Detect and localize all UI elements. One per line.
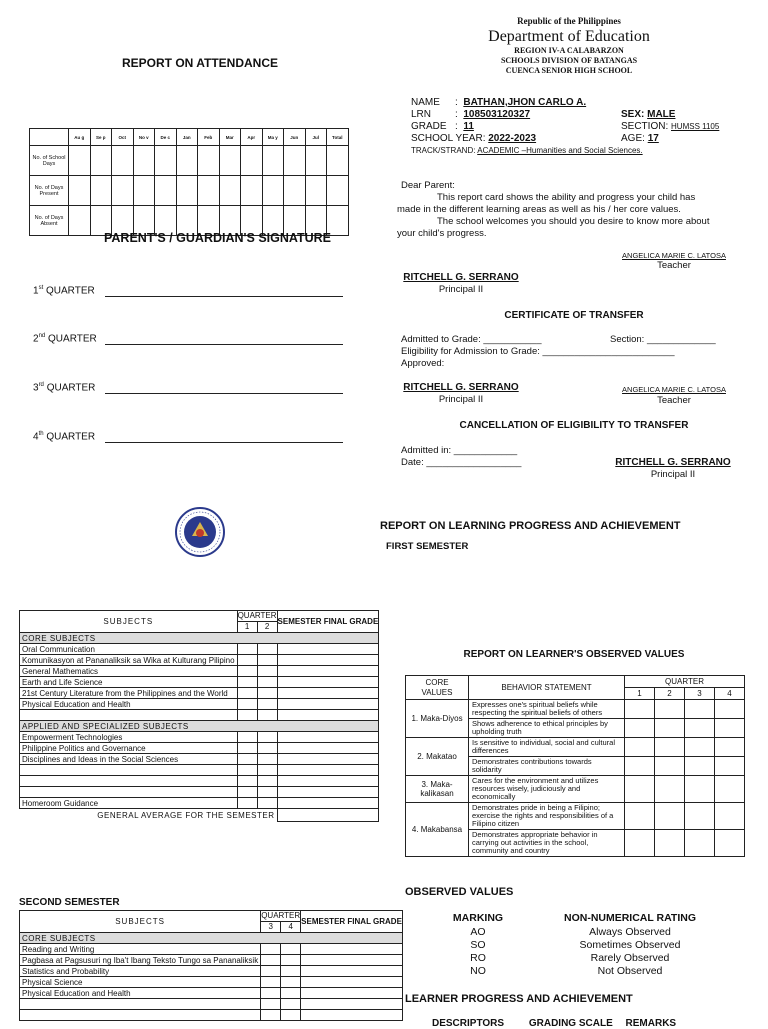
core-value-label: 4. Makabansa (406, 803, 469, 857)
teacher-signatory (600, 384, 748, 406)
general-average-label: GENERAL AVERAGE FOR THE SEMESTER (97, 810, 275, 820)
letter-line: The school welcomes you should you desire to know more about (437, 216, 710, 227)
legend-row (430, 926, 730, 939)
observed-values-title: OBSERVED VALUES (405, 886, 514, 898)
student-lrn: 108503120327 (463, 109, 531, 120)
subject-name: General Mathematics (20, 666, 238, 677)
section-core-subjects: CORE SUBJECTS (20, 633, 379, 644)
section-core-subjects: CORE SUBJECTS (20, 933, 403, 944)
table-row (20, 787, 379, 798)
behavior-statement: Is sensitive to individual, social and cultural differences (469, 738, 625, 757)
month-sep: Se p (90, 129, 112, 146)
subject-name: Physical Education and Health (20, 699, 238, 710)
quarter-num: 1 (33, 285, 39, 297)
second-semester-table (19, 910, 403, 1021)
letter-line: made in the different learning areas as well as his / her core values. (397, 204, 681, 215)
marking-header: MARKING (452, 912, 504, 924)
table-row (20, 644, 379, 655)
section-applied-subjects: APPLIED AND SPECIALIZED SUBJECTS (20, 721, 379, 732)
deped-seal-logo (170, 506, 230, 558)
learner-progress-title: LEARNER PROGRESS AND ACHIEVEMENT (405, 993, 633, 1005)
quarter-3-header: 3 (685, 688, 715, 700)
grade-label: GRADE (411, 121, 447, 132)
quarter-header: QUARTER (261, 911, 301, 920)
signature-line (105, 344, 343, 345)
table-row (20, 944, 403, 955)
marking-code: SO (470, 939, 486, 951)
table-row (20, 765, 379, 776)
quarter-4-header: 4 (281, 922, 301, 933)
legend-row (430, 939, 730, 952)
month-mar: Mar (219, 129, 241, 146)
table-row (20, 988, 403, 999)
marking-legend (430, 912, 730, 978)
behavior-statement: Demonstrates contributions towards solidarity (469, 757, 625, 776)
subjects-header: SUBJECTS (20, 611, 238, 633)
general-average-value (277, 809, 379, 822)
month-jul: Jul (305, 129, 327, 146)
letter-salutation: Dear Parent: (401, 180, 455, 191)
row-label-school-days: No. of School Days (30, 146, 69, 176)
signature-line (105, 393, 343, 394)
marking-code: RO (470, 952, 486, 964)
behavior-statement: Demonstrates appropriate behavior in carrying out activities in the school, community and country (469, 830, 625, 857)
student-sex: MALE (647, 109, 676, 120)
rating-text: Not Observed (597, 965, 663, 977)
student-info: NAME : BATHAN,JHON CARLO A. LRN : 108503120327 SEX: MALE GRADE : 11 SECTION: HUMSS 1105 SCHOOL YEAR: 2022-2023 AGE: 17 TRACK/STRAND: ACADEMIC –Humanities and Social Sciences. (411, 97, 720, 155)
eligibility-field: Eligibility for Admission to Grade: _________________________ (401, 346, 675, 357)
attendance-corner (30, 129, 69, 146)
age-label: AGE: (621, 133, 645, 144)
letter-line: your child's progress. (397, 228, 487, 239)
table-row (20, 666, 379, 677)
admitted-in-field: Admitted in: ____________ (401, 445, 518, 456)
subject-name: Reading and Writing (20, 944, 261, 955)
rating-text: Sometimes Observed (579, 939, 681, 951)
teacher-title: Teacher (657, 395, 691, 406)
rating-text: Always Observed (589, 926, 671, 938)
attendance-title: REPORT ON ATTENDANCE (122, 56, 278, 70)
behavior-statement: Shows adherence to ethical principles by upholding truth (469, 719, 625, 738)
values-title: REPORT ON LEARNER'S OBSERVED VALUES (463, 649, 685, 660)
principal-name: RITCHELL G. SERRANO (615, 457, 731, 468)
observed-values-table (405, 675, 745, 857)
student-age: 17 (647, 133, 659, 144)
quarter-suffix: st (38, 285, 44, 291)
quarter-label: QUARTER (46, 431, 96, 443)
table-row (406, 738, 745, 757)
table-row (20, 1010, 403, 1021)
subject-name: Philippine Politics and Governance (20, 743, 238, 754)
quarter-signature-1 (33, 285, 343, 296)
legend-row (430, 965, 730, 978)
table-header-row (20, 911, 403, 922)
division-label: SCHOOLS DIVISION OF BATANGAS (500, 56, 638, 65)
principal-signatory (608, 457, 738, 481)
subject-name: Disciplines and Ideas in the Social Sciences (20, 754, 238, 765)
principal-signatory (401, 382, 521, 406)
table-row (20, 798, 379, 809)
attendance-month-row (30, 129, 349, 146)
month-feb: Feb (198, 129, 220, 146)
table-row (20, 710, 379, 721)
teacher-title: Teacher (657, 260, 691, 271)
section-field: Section: _____________ (610, 334, 716, 345)
quarter-label: QUARTER (46, 285, 95, 297)
teacher-name: ANGELICA MARIE C. LATOSA (622, 385, 726, 394)
table-row (20, 732, 379, 743)
month-may: Ma y (262, 129, 284, 146)
student-grade: 11 (463, 121, 474, 132)
student-school-year: 2022-2023 (488, 133, 537, 144)
semester-final-grade-header: SEMESTER FINAL GRADE (301, 911, 403, 933)
subject-name: Oral Communication (20, 644, 238, 655)
month-oct: Oct (112, 129, 134, 146)
month-jun: Jun (284, 129, 306, 146)
table-row (20, 688, 379, 699)
remarks-header: REMARKS (625, 1018, 677, 1029)
department-title: Department of Education (488, 28, 650, 45)
quarter-2-header: 2 (655, 688, 685, 700)
second-semester-title: SECOND SEMESTER (19, 897, 120, 908)
quarter-num: 4 (33, 431, 39, 443)
quarter-2-header: 2 (257, 622, 277, 633)
quarter-label: QUARTER (46, 382, 96, 394)
subject-name: Statistics and Probability (20, 966, 261, 977)
subject-name: Physical Education and Health (20, 988, 261, 999)
principal-title: Principal II (438, 284, 484, 295)
subjects-header: SUBJECTS (20, 911, 261, 933)
signature-line (105, 442, 343, 443)
student-track: ACADEMIC –Humanities and Social Sciences. (477, 146, 643, 155)
subject-name: Physical Science (20, 977, 261, 988)
marking-code: NO (470, 965, 486, 977)
principal-title: Principal II (650, 469, 696, 480)
table-row (20, 955, 403, 966)
general-average-row (20, 809, 379, 822)
quarter-1-header: 1 (625, 688, 655, 700)
core-values-header: CORE VALUES (406, 676, 469, 700)
quarter-4-header: 4 (715, 688, 745, 700)
student-section: HUMSS 1105 (671, 122, 720, 131)
attendance-row (30, 146, 349, 176)
month-total: Total (327, 129, 349, 146)
row-label-days-absent: No. of Days Absent (30, 206, 69, 236)
first-semester-table (19, 610, 379, 822)
school-label: CUENCA SENIOR HIGH SCHOOL (505, 66, 633, 75)
table-header-row (20, 611, 379, 622)
certificate-title: CERTIFICATE OF TRANSFER (504, 310, 644, 321)
section-label: SECTION: (621, 121, 669, 132)
row-label-days-present: No. of Days Present (30, 176, 69, 206)
core-value-label: 2. Makatao (406, 738, 469, 776)
quarter-1-header: 1 (237, 622, 257, 633)
subject-name: Homeroom Guidance (20, 798, 238, 809)
table-row (406, 803, 745, 830)
subject-name: Earth and Life Science (20, 677, 238, 688)
teacher-signatory (600, 251, 748, 271)
teacher-name: ANGELICA MARIE C. LATOSA (622, 251, 726, 260)
principal-name: RITCHELL G. SERRANO (403, 272, 519, 283)
table-row (20, 999, 403, 1010)
cancellation-title: CANCELLATION OF ELIGIBILITY TO TRANSFER (459, 420, 689, 431)
table-row (20, 743, 379, 754)
attendance-row (30, 176, 349, 206)
quarter-num: 3 (33, 382, 39, 394)
rating-header: NON-NUMERICAL RATING (563, 912, 697, 924)
core-value-label: 1. Maka-Diyos (406, 700, 469, 738)
behavior-statement: Cares for the environment and utilizes resources wisely, judiciously and economically (469, 776, 625, 803)
table-row (20, 776, 379, 787)
student-name: BATHAN,JHON CARLO A. (463, 97, 587, 108)
approved-field: Approved: (401, 358, 445, 369)
subject-name: 21st Century Literature from the Philippines and the World (20, 688, 238, 699)
certificate-body (401, 334, 741, 370)
report-header (380, 16, 758, 76)
table-row (20, 977, 403, 988)
table-row (406, 700, 745, 719)
legend-row (430, 952, 730, 965)
quarter-suffix: th (38, 431, 44, 437)
behavior-statement: Expresses one's spiritual beliefs while respecting the spiritual beliefs of others (469, 700, 625, 719)
quarter-suffix: rd (38, 382, 44, 388)
principal-name: RITCHELL G. SERRANO (403, 382, 519, 393)
marking-code: AO (470, 926, 486, 938)
table-row (20, 677, 379, 688)
quarter-signature-4 (33, 431, 343, 442)
sex-label: SEX: (621, 109, 645, 120)
table-row (406, 776, 745, 803)
letter-line: This report card shows the ability and progress your child has (437, 192, 696, 203)
quarter-signature-3 (33, 382, 343, 393)
quarter-header: QUARTER (237, 611, 277, 620)
grading-scale-header: GRADING SCALE (528, 1018, 613, 1029)
first-semester-title: FIRST SEMESTER (386, 541, 469, 552)
quarter-signature-2 (33, 333, 343, 344)
principal-title: Principal II (438, 394, 484, 405)
month-jan: Jan (176, 129, 198, 146)
signature-title: PARENT'S / GUARDIAN'S SIGNATURE (103, 231, 332, 245)
table-row (20, 699, 379, 710)
subject-name: Empowerment Technologies (20, 732, 238, 743)
month-nov: No v (133, 129, 155, 146)
month-aug: Au g (69, 129, 91, 146)
quarter-3-header: 3 (261, 922, 281, 933)
subject-name: Pagbasa at Pagsusuri ng Iba't Ibang Teksto Tungo sa Pananaliksik (20, 955, 261, 966)
table-row (20, 754, 379, 765)
month-apr: Apr (241, 129, 263, 146)
table-header-row (406, 676, 745, 688)
core-value-label: 3. Maka-kalikasan (406, 776, 469, 803)
parent-letter (397, 180, 744, 240)
table-row (20, 655, 379, 666)
republic-label: Republic of the Philippines (517, 16, 621, 26)
behavior-statement: Demonstrates pride in being a Filipino; exercise the rights and responsibilities of a Filipino citizen (469, 803, 625, 830)
date-field: Date: __________________ (401, 457, 522, 468)
quarter-num: 2 (33, 333, 39, 345)
attendance-table (29, 128, 349, 236)
region-label: REGION IV-A CALABARZON (514, 46, 624, 55)
quarter-suffix: nd (38, 333, 46, 339)
progress-title: REPORT ON LEARNING PROGRESS AND ACHIEVEMENT (380, 520, 681, 532)
subject-name: Komunikasyon at Pananaliksik sa Wika at Kulturang Pilipino (20, 655, 238, 666)
track-label: TRACK/STRAND: (411, 146, 476, 155)
admitted-grade-field: Admitted to Grade: ___________ (401, 334, 542, 345)
behavior-statement-header: BEHAVIOR STATEMENT (469, 676, 625, 700)
quarter-header: QUARTER (625, 676, 745, 688)
table-row (20, 966, 403, 977)
principal-signatory (401, 272, 521, 296)
rating-text: Rarely Observed (590, 952, 670, 964)
descriptors-header: DESCRIPTORS (432, 1018, 505, 1029)
semester-final-grade-header: SEMESTER FINAL GRADE (277, 611, 379, 633)
name-label: NAME (411, 97, 440, 108)
signature-line (105, 296, 343, 297)
cancellation-body (401, 445, 601, 469)
quarter-label: QUARTER (48, 333, 97, 345)
month-dec: De c (155, 129, 177, 146)
lrn-label: LRN (411, 109, 432, 120)
school-year-label: SCHOOL YEAR: (411, 133, 486, 144)
